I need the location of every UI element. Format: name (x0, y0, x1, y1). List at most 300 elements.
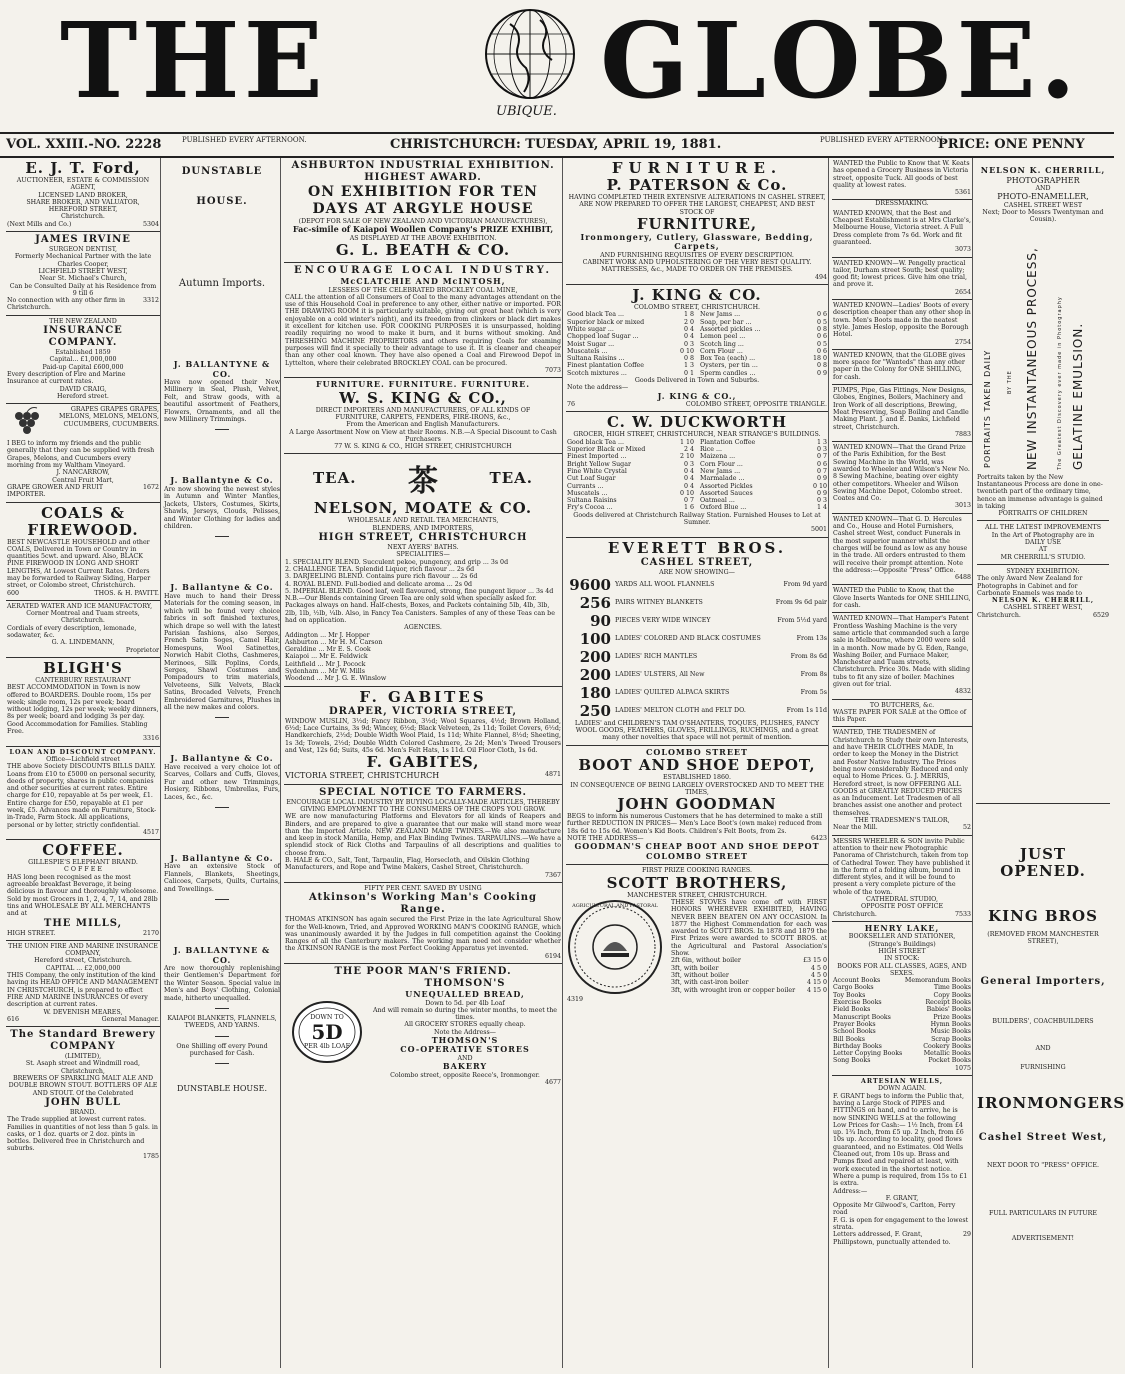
price-value: 0 3 (683, 460, 694, 468)
ad-line: Near St. Michael's Church, (39, 275, 127, 283)
ad-line: And will remain so during the winter months, to meet the times. (372, 1006, 558, 1022)
ad-aerated (6, 601, 160, 658)
price-value: Babies' Books (926, 1006, 971, 1014)
ad-number: 4319 (567, 995, 584, 1003)
ad-line: General Manager. (101, 1015, 159, 1023)
price-item: Lemon peel ... (700, 333, 746, 341)
price-row (700, 453, 827, 460)
column-3 (284, 158, 563, 1368)
price-item: Song Books (833, 1057, 871, 1065)
ad-number: 3073 (954, 246, 971, 254)
price-item: Muscatels ... (567, 489, 608, 497)
ad-line: ALL THE LATEST IMPROVEMENTS (984, 524, 1102, 532)
ad-title: COLOMBO STREET (646, 746, 748, 757)
ad-number: 7073 (544, 366, 561, 374)
ad-line: No connection with any other firm in Christchurch. (7, 297, 126, 312)
wanted-ad (832, 700, 972, 728)
ad-body: The Trade supplied at lowest current rates. Families in quantities of not less than 5 gals. in casks, or 1 doz. quarts or 2 doz. pints in bottles. Delivered free in Christchurch and suburbs. (7, 1116, 158, 1153)
price-value: 0 9 (816, 489, 827, 497)
ad-body: MESSRS WHEELER & SON invite Public attention to their new Photographic Panorama of Christchurch, taken from top of Cathedral Tower. They have published it in the form of a folding album, bound in different styles, and it will be found to present a very complete picture of the whole of the town. (833, 837, 971, 896)
item-price: From 5½d yard (777, 617, 827, 625)
price-value: Music Books (930, 1028, 971, 1036)
ad-artesian-wells (832, 1076, 972, 1249)
ad-line: LICENSED LAND BROKER, (38, 191, 128, 199)
price-item: Cargo Books (833, 984, 874, 992)
ad-number: 52 (962, 824, 971, 832)
price-row (567, 362, 694, 369)
price-item: 3ft, with wrought iron or copper boiler (671, 986, 796, 994)
divider (215, 807, 229, 808)
ad-line: Central Fruit Mart, (52, 476, 114, 484)
ad-body: WANTED KNOWN—Ladies' Boots of every description cheaper than any other shop in town. Men's Boots made in the neatest style. James Heslop, opposite the Borough Hotel. (833, 302, 971, 339)
everett-item (567, 666, 827, 684)
price-value: Receipt Books (925, 999, 971, 1007)
ad-body: WANTED the Public to Know, that the Glove Inserts Wanteds for ONE SHILLING, for cash. (833, 587, 971, 610)
ad-title: CO-OPERATIVE STORES (400, 1044, 530, 1055)
ad-line: AERATED WATER AND ICE MANUFACTORY, (7, 602, 153, 610)
ad-title: The Standard Brewery (10, 1029, 156, 1041)
ad-number: 3013 (954, 502, 971, 510)
ad-line: AUCTIONEER, ESTATE & COMMISSION AGENT, (16, 177, 150, 192)
item-name: LADIES' ULSTERS, All New (615, 671, 705, 679)
price-value: Cookery Books (923, 1042, 971, 1050)
ad-title: C. W. DUCKWORTH (606, 413, 788, 432)
wanted-ad (832, 585, 972, 613)
price-item: Field Books (833, 1006, 871, 1014)
price-row (567, 326, 694, 333)
ad-line: Letters addressed, F. Grant, Phillipstown, punctually attended to. (833, 1231, 951, 1246)
everett-item (567, 576, 827, 594)
ad-line: SURGEON DENTIST, (48, 246, 118, 254)
ad-line: HAVING COMPLETED THEIR EXTENSIVE ALTERATIONS IN CASHEL STREET, (568, 194, 826, 201)
ad-body: Have received a very choice lot of Scarves, Collars and Cuffs, Gloves, Fur and other new Trimmings, Hosiery, Ribbons, Umbrellas, Furs, Laces, &c., &c. (164, 763, 280, 801)
ad-number: 1672 (142, 483, 159, 491)
ad-title: COFFEE. (42, 841, 124, 860)
tea-item: 2. CHALLENGE TEA. Splendid Liquor, rich flavour ... 2s 6d (285, 565, 475, 573)
price-value: Memorandum Books (904, 977, 971, 985)
ad-title: ENCOURAGE LOCAL INDUSTRY. (293, 265, 553, 277)
price-value: 0 8 (683, 355, 694, 363)
item-price: From 13s (796, 635, 827, 643)
price-value: £3 15 0 (802, 957, 827, 965)
price-row (567, 453, 694, 460)
price-item: Scotch ling ... (700, 340, 744, 348)
item-price: From 9d yard (783, 581, 827, 589)
ad-line: A Large Assortment Now on View at their Rooms. N.B.—A Special Discount to Cash Purchasers (289, 428, 557, 443)
ad-title: HOUSE. (196, 196, 248, 207)
ad-jking (566, 285, 828, 412)
ad-furniture-king (284, 378, 562, 454)
ad-line: PHOTOGRAPHER (1006, 175, 1080, 185)
ad-title: TEA. (489, 468, 533, 487)
price-item: 3ft, with cast-iron boiler (671, 979, 749, 987)
medal-seal-icon (567, 899, 663, 995)
ad-line: VICTORIA STREET, CHRISTCHURCH (285, 771, 440, 781)
ad-body: Are now thoroughly replenishing their Gentlemen's Department for the Winter Season. Special value in Men's and Boys' Clothing, Colonial made, hitherto unequalled. (164, 965, 280, 1002)
price-row (700, 311, 827, 318)
price-row (567, 370, 694, 377)
vertical-text: The Greatest Discovery ever made in Photography (1057, 295, 1063, 470)
price-value: 1 10 (679, 438, 694, 446)
ad-line: ARE NOW PREPARED TO OFFER THE LARGEST, CHEAPEST, AND BEST STOCK OF (579, 201, 815, 216)
ad-number: 6488 (954, 574, 971, 582)
price-item: Currants ... (567, 482, 604, 490)
ad-line: Goods delivered at Christchurch Railway Station. Furnished Houses to Let at Sumner. (573, 511, 821, 526)
tea-item: 5. IMPERIAL BLEND. Good leaf, well flavoured, strong, fine pungent liquor ... 3s 4d (285, 587, 554, 595)
ad-line: ESTABLISHED 1860. (662, 774, 732, 782)
ad-line: DAILY USE (1024, 539, 1062, 547)
price-list-right (700, 439, 827, 512)
ad-line: Down to 5d. per 4lb Loaf (425, 999, 505, 1007)
price-row (700, 475, 827, 482)
ad-line: (DEPOT FOR SALE OF NEW ZEALAND AND VICTORIAN MANUFACTURES), (298, 218, 548, 225)
ad-title: THOMSON'S (431, 1034, 499, 1045)
ad-line: Near the Mill. (833, 824, 878, 832)
ad-title: J. KING & CO., (657, 390, 737, 401)
ad-title: THE POOR MAN'S FRIEND. (334, 966, 512, 977)
ad-title: FURNITURE. (611, 159, 783, 177)
price-value: 1 6 (683, 504, 694, 512)
ad-title: FURNITURE, (636, 214, 758, 233)
price-row (700, 504, 827, 511)
quantity: 200 (579, 647, 611, 666)
ad-line: (LIMITED), (64, 1053, 102, 1061)
ad-scott (566, 865, 828, 1002)
ad-line: GRAPE GROWER AND FRUIT IMPORTER. (7, 483, 104, 499)
wanted-ad (832, 514, 972, 586)
ad-line: AND FURNISHING REQUISITES OF EVERY DESCRIPTION. (600, 251, 794, 259)
ad-henry-lake (832, 922, 972, 1076)
ad-line: COLOMBO STREET, OPPOSITE TRIANGLE. (685, 401, 827, 409)
price-value: 0 3 (816, 446, 827, 454)
price-item: Corn Flour ... (700, 347, 743, 355)
divider (215, 429, 229, 430)
price-row (833, 1028, 971, 1035)
ad-title: Ironmongery, Cutlery, Glassware, Bedding, Carpets, (580, 231, 814, 252)
everett-item (567, 594, 827, 612)
ad-number: 7533 (954, 910, 971, 918)
agency-item: Addington ... Mr J. Hopper (285, 631, 370, 639)
price-item: Bright Yellow Sugar (567, 460, 631, 468)
ad-line: AS DISPLAYED AT THE ABOVE EXHIBITION. (349, 234, 497, 242)
vertical-text: BY THE (1007, 369, 1013, 394)
wanted-ad (832, 727, 972, 835)
price-row (833, 1050, 971, 1057)
ad-number: 2170 (142, 929, 159, 937)
quantity: 250 (579, 701, 611, 720)
price-value: Pocket Books (928, 1057, 971, 1065)
column-1 (6, 158, 161, 1368)
masthead-title-right: GLOBE. (600, 0, 1080, 122)
price-row (567, 319, 694, 326)
ad-title: JUST OPENED. (1000, 845, 1086, 880)
ad-line: C O F F E E (64, 866, 102, 874)
price-row (700, 370, 827, 377)
price-row (567, 311, 694, 318)
ad-line: SYDNEY EXHIBITION: (1006, 567, 1080, 575)
agency-item: Leithfield ... Mr J. Pocock (285, 660, 366, 668)
ad-title: ASHBURTON INDUSTRIAL EXHIBITION. (291, 160, 555, 171)
ad-line: CUCUMBERS, CUCUMBERS. (63, 420, 159, 428)
ad-number: 1075 (954, 1064, 971, 1072)
ad-line: Christchurch. (977, 611, 1021, 619)
ad-line: THE NEW ZEALAND (49, 317, 117, 325)
ad-line: GRAPES GRAPES GRAPES, (70, 406, 159, 414)
ad-line: BRAND. (69, 1108, 97, 1116)
price-row (671, 979, 827, 986)
masthead (0, 0, 1114, 130)
ad-title: COLOMBO STREET (646, 850, 748, 861)
column-5 (832, 158, 973, 1368)
ad-line: BUILDERS', COACHBUILDERS (992, 1017, 1094, 1025)
price-item: Chopped loaf Sugar ... (567, 333, 639, 341)
ad-title: J. BALLANTYNE & CO. (173, 359, 271, 379)
ad-title: BLIGH'S (43, 658, 123, 677)
ad-title: HIGHEST AWARD. (364, 172, 482, 183)
ad-title: SCOTT BROTHERS, (606, 873, 788, 892)
ad-number: 616 (7, 1015, 20, 1023)
price-row (700, 319, 827, 326)
price-item: Oysters, per tin ... (700, 362, 758, 370)
ad-title: SPECIAL NOTICE TO FARMERS. (319, 786, 527, 798)
wanted-ad (832, 300, 972, 350)
ad-title: EVERETT BROS. (607, 538, 787, 557)
price-list-right (700, 311, 827, 377)
ad-bligh (6, 658, 160, 747)
ad-line: CABINET WORK AND UPHOLSTERING OF THE VERY BEST QUALITY. MATTRESSES, &c., MADE TO ORDER ON THE PREMISES. (582, 259, 812, 274)
price-value: 1 8 (683, 311, 694, 319)
price-value: 0 7 (816, 467, 827, 475)
price-row (833, 999, 971, 1006)
price-item: Corn Flour ... (700, 460, 743, 468)
grapes-icon (7, 406, 47, 440)
price-row (700, 490, 827, 497)
ad-body: THIS Company, the only institution of the kind having its HEAD OFFICE AND MANAGEMENT IN CHRISTCHURCH, is prepared to effect FIRE AND MARINE INSURANCES Of every description at current rates. (7, 972, 159, 1009)
agency-item: Woodend ... Mr J. G. E. Winslow (285, 675, 387, 683)
ad-line: GILLESPIE'S ELEPHANT BRAND. (28, 859, 138, 867)
price-item: Exercise Books (833, 999, 882, 1007)
ad-title: TEA. (313, 468, 357, 487)
ad-title: KING BROS (988, 907, 1098, 925)
wanted-ad (832, 258, 972, 300)
price-value: 4 15 0 (806, 986, 827, 994)
motto: UBIQUE. (496, 104, 557, 119)
ad-body: Are now showing the newest styles in Autumn and Winter Mantles, Jackets, Ulsters, Costumes, Skirts, Shawls, Jerseys, Clouds, Pelisses, and Winter Clothing for ladies and children. (164, 485, 280, 530)
price-row (671, 987, 827, 994)
ad-gabites (284, 687, 562, 785)
ad-body: LADIES' and CHILDREN'S TAM O'SHANTERS, TOQUES, PLUSHES, FANCY WOOL GOODS, FEATHERS, GLOVES, FRILLINGS, RUCHINGS, and a great many other novelties that space will not permit of mention. (574, 719, 820, 742)
vertical-text: GELATINE EMULSION. (1071, 322, 1085, 470)
ad-line: Christchurch. (833, 910, 877, 918)
price-value: 2 0 (683, 318, 694, 326)
ad-coals (6, 503, 160, 601)
quantity: 100 (579, 629, 611, 648)
ad-line: Fac-simile of Kaiapoi Woollen Company's PRIZE EXHIBIT, (292, 224, 554, 235)
price-row (700, 446, 827, 453)
ad-loan (6, 747, 160, 841)
price-value: 0 8 (816, 325, 827, 333)
ad-line: Packages always on hand. Half-chests, Boxes, and Packets containing 5lb, 4lb, 3lb, 2lb, 1lb, ½lb, ¼lb. Also, in Fancy Tea Canisters. Samples of any of these Teas can be had on application. (285, 602, 555, 624)
ad-title: FURNITURE. FURNITURE. FURNITURE. (315, 379, 531, 390)
ad-line: CASHEL STREET WEST (1003, 201, 1083, 209)
price-item: Assorted pickles ... (700, 325, 761, 333)
ad-title: ON EXHIBITION FOR TEN DAYS AT ARGYLE HOUSE (308, 184, 538, 217)
price-item: Toy Books (833, 991, 866, 999)
ad-line: Corner Montreal and Tuam streets, Christchurch. (26, 610, 140, 625)
ad-line: FURNISHING (1020, 1064, 1066, 1072)
everett-item (567, 612, 827, 630)
price-row (567, 439, 694, 446)
quantity: 200 (579, 665, 611, 684)
item-name: PIECES VERY WIDE WINCEY (615, 617, 711, 625)
ad-number: 4832 (954, 688, 971, 696)
ad-line: OPPOSITE POST OFFICE (860, 903, 944, 911)
price-item: Prayer Books (833, 1020, 876, 1028)
price-item: Account Books (833, 977, 881, 985)
ad-line: N.B.—Our Blends containing Green Tea are only sold when specially asked for. (285, 595, 537, 603)
ad-number: 4517 (142, 828, 159, 836)
ad-everett (566, 538, 828, 746)
ad-title: General Importers, (980, 975, 1106, 987)
ad-line: F. G. is open for engagement to the lowest strata. (833, 1216, 969, 1231)
ad-line: Office—Lichfield street (46, 755, 120, 763)
bread-label: DOWN TO (310, 1013, 344, 1021)
ad-line: IN CONSEQUENCE OF BEING LARGELY OVERSTOCKED AND TO MEET THE TIMES, (570, 781, 824, 796)
ad-line: One Shilling off every Pound purchased for Cash. (176, 1042, 268, 1057)
ad-body: WASTE PAPER FOR SALE at the Office of this Paper. (833, 708, 967, 724)
ad-line: DOWN AGAIN. (878, 1085, 926, 1093)
ad-title: J. Ballantyne & Co. (170, 475, 274, 486)
ad-line: Goods Delivered in Town and Suburbs. (634, 377, 760, 385)
ad-line: PHOTO-ENAMELLER, (997, 192, 1089, 202)
quantity: 180 (579, 683, 611, 702)
ad-title: DRAPER, VICTORIA STREET, (329, 705, 517, 717)
price: PRICE: ONE PENNY (938, 137, 1085, 152)
ad-line: IN STOCK: (884, 955, 920, 963)
ad-line: Note the address— (567, 384, 629, 392)
ad-number: 7367 (544, 871, 561, 879)
price-item: Superior black or mixed (567, 318, 645, 326)
ad-line: LESSEES OF THE CELEBRATED BROCKLEY COAL MINE, (328, 286, 518, 294)
price-item: Finest plantation Coffee (567, 362, 644, 370)
ad-line: Paid-up Capital £600,000 (42, 363, 124, 371)
ad-body: HAS long been recognised as the most agreeable breakfast Beverage, it being delicious in flavour and thoroughly wholesome. Sold by most Grocers in 1, 2, 4, 7, 14, and 28lb tins and WHOLESALE BY ALL MERCHANTS and at (7, 873, 159, 918)
ad-body: Have an extensive Stock of Flannels, Blankets, Sheetings, Calicoes, Carpets, Quilts, Curtains, and Towellings. (164, 863, 280, 893)
ad-line: BOOKSELLER AND STATIONER, (848, 933, 956, 941)
dateline (0, 132, 1114, 158)
published-note-right: PUBLISHED EVERY AFTERNOON. (820, 136, 945, 144)
price-value: 4 5 0 (810, 971, 827, 979)
ad-line: Every description of Fire and Marine Insurance at current rates. (7, 370, 126, 386)
ad-title: NELSON K. CHERRILL, (980, 165, 1106, 175)
ad-line: WHOLESALE AND RETAIL TEA MERCHANTS, (347, 517, 499, 525)
tea-character: 茶 (408, 464, 438, 500)
price-value: 0 3 (816, 497, 827, 505)
ad-line: CATHEDRAL STUDIO, (866, 896, 938, 904)
column-2 (164, 158, 281, 1368)
ad-line: BOOKS FOR ALL CLASSES, AGES, AND SEXES. (837, 962, 967, 977)
ad-line: SHARE BROKER, AND VALUATOR, (26, 198, 140, 206)
ad-body: Portraits taken by the New Instantaneous Process are done in one-twentieth part of the ordinary time, hence an immense advantage is gained in taking (977, 473, 1103, 510)
ad-wheeler (832, 836, 972, 922)
ad-line: Hereford street. (57, 392, 109, 400)
ad-title: INSURANCE COMPANY. (43, 325, 123, 349)
bread-label: PER 4lb LOAF (304, 1043, 350, 1051)
price-value: 0 6 (816, 460, 827, 468)
price-item: Good black Tea ... (567, 311, 624, 319)
price-value: 2 4 (683, 446, 694, 454)
ad-line: CASHEL STREET WEST, (1003, 604, 1083, 612)
ad-number: 494 (814, 273, 827, 281)
ad-tea (284, 454, 562, 686)
price-item: Plantation Coffee (700, 438, 756, 446)
ad-line: DIRECT IMPORTERS AND MANUFACTURERS, OF ALL KINDS OF (315, 406, 531, 414)
price-item: Birthday Books (833, 1042, 882, 1050)
price-row (700, 439, 827, 446)
column-4 (566, 158, 829, 1368)
price-item: New Jams ... (700, 467, 741, 475)
price-item: New Jams ... (700, 311, 741, 319)
price-value: 0 4 (683, 325, 694, 333)
item-name: LADIES' QUILTED ALPACA SKIRTS (615, 689, 730, 697)
ad-number: 2754 (954, 338, 971, 346)
price-row (567, 504, 694, 511)
tea-item: 3. DARJEELING BLEND. Contains pure rich flavour ... 2s 6d (285, 573, 478, 581)
ad-line: F. GRANT, (885, 1194, 919, 1202)
ad-line: PORTRAITS OF CHILDREN (998, 510, 1088, 518)
price-value: 18 0 (812, 355, 827, 363)
item-price: From 8s (800, 671, 827, 679)
price-row (567, 468, 694, 475)
ad-line: JOHN BULL (45, 1096, 121, 1108)
price-value: 0 4 (683, 467, 694, 475)
ad-line: HIGH STREET, CHRISTCHURCH (318, 532, 528, 544)
ad-line: MANCHESTER STREET, CHRISTCHURCH. (627, 891, 767, 899)
price-row (700, 461, 827, 468)
ad-line: W. DEVENISH MEARES, (43, 1008, 123, 1016)
ad-line: FURNITURE, CARPETS, FENDERS, FIRE-IRONS, &c., (335, 413, 511, 421)
price-item: Marmalade ... (700, 475, 745, 483)
ad-title: BOOT AND SHOE DEPOT, (578, 756, 816, 775)
price-row (700, 326, 827, 333)
ad-number: 2654 (954, 288, 971, 296)
price-item: Bill Books (833, 1035, 865, 1043)
ad-poor-mans-friend (284, 964, 562, 1089)
ad-line: THE MILLS, (43, 917, 123, 929)
price-value: 0 10 (812, 482, 827, 490)
ad-atkinson (284, 883, 562, 964)
price-item: Moist Sugar ... (567, 340, 615, 348)
seal-text: AGRICULTURAL AND PASTORAL (572, 902, 658, 909)
price-value: 1 3 (683, 362, 694, 370)
price-value: 4 15 0 (806, 979, 827, 987)
quantity: 256 (579, 593, 611, 612)
price-row (700, 341, 827, 348)
ad-line: KAIAPOI BLANKETS, FLANNELS, TWEEDS, AND YARNS. (167, 1015, 277, 1030)
price-row (671, 957, 827, 964)
price-value: 0 6 (816, 311, 827, 319)
ad-body: BEGS to inform his numerous Customers that he has determined to make a still further REDUCTION IN PRICES— Men's Lace Boot's (own make) reduced from 18s 6d to 15s 6d. Women's Kid Boots. Children's Felt Boots, from 2s. (567, 813, 823, 835)
ad-number: 6194 (544, 952, 561, 960)
price-value: 2 10 (679, 453, 694, 461)
price-item: School Books (833, 1028, 876, 1036)
ad-line: ARE NOW SHOWING— (659, 568, 735, 576)
price-value: 0 10 (679, 489, 694, 497)
ad-number: 5361 (954, 189, 971, 197)
ad-line: SPECIALITIES— (396, 551, 450, 559)
price-item: Box Tea (each) ... (700, 355, 756, 363)
ad-line: Capital... £1,000,000 (49, 356, 117, 364)
